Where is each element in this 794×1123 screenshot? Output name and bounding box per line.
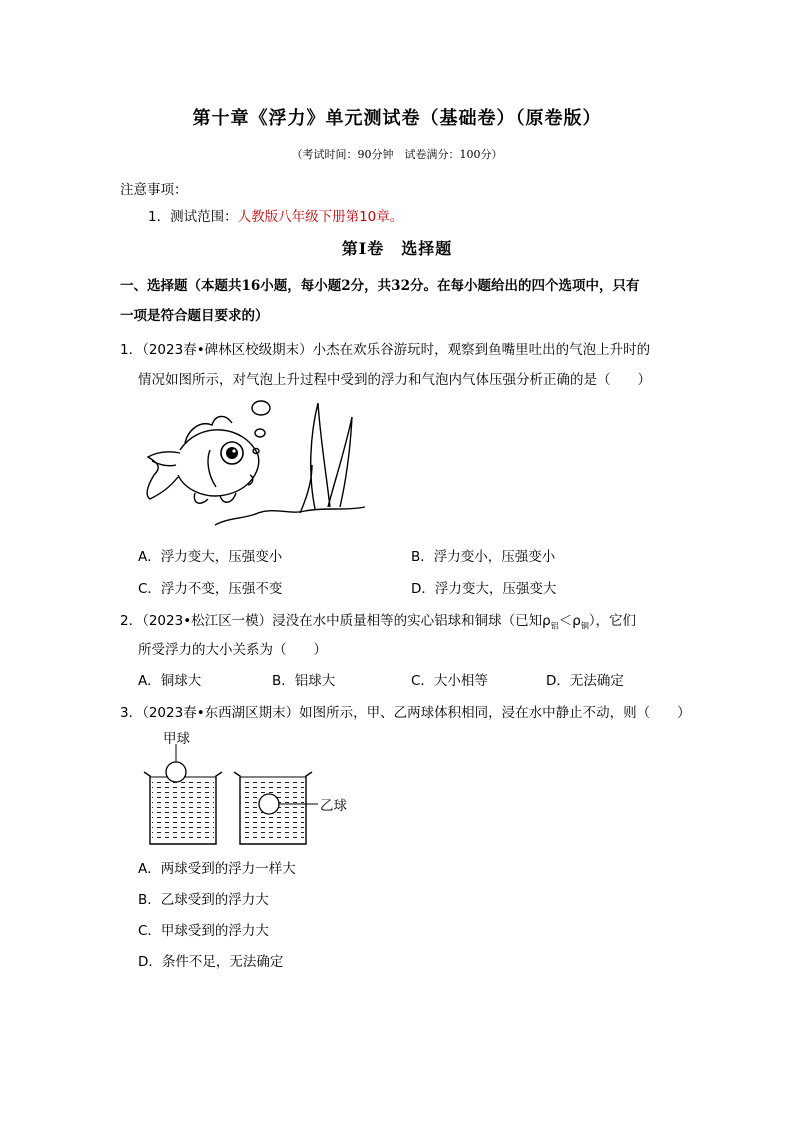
- q1-option-a: A．浮力变大，压强变小: [138, 549, 283, 565]
- label-ball-yi: 乙球: [320, 798, 347, 814]
- notes-item-1: [148, 205, 403, 225]
- page-title: 第十章《浮力》单元测试卷（基础卷）（原卷版）: [192, 108, 602, 129]
- q2-less-than: ＜ρ: [558, 613, 581, 629]
- q1-option-b: B．浮力变小，压强变小: [411, 549, 556, 565]
- q3-option-d: D．条件不足，无法确定: [138, 954, 284, 970]
- test-scope: 人教版八年级下册第10章。: [237, 209, 404, 225]
- q3-option-b: B．乙球受到的浮力大: [138, 892, 269, 908]
- q1-option-c: C．浮力不变，压强不变: [138, 581, 283, 597]
- q2-subscript-al: 铝: [550, 621, 559, 631]
- q2-subscript-cu: 铜: [580, 621, 589, 631]
- label-ball-jia: 甲球: [163, 731, 190, 747]
- q1-option-d: D．浮力变大，压强变大: [411, 581, 557, 597]
- section-title: 第Ⅰ卷 选择题: [341, 239, 453, 258]
- q2-option-c: C．大小相等: [411, 673, 488, 689]
- q2-stem-suffix: ），它们: [588, 613, 637, 629]
- part-one-instructions-line2: 一项是符合题目要求的）: [120, 308, 269, 324]
- q1-stem-line1: 1．（2023春•碑林区校级期末）小杰在欢乐谷游玩时，观察到鱼嘴里吐出的气泡上升时的: [120, 342, 651, 358]
- fish-bubbles-figure: [140, 395, 370, 535]
- q3-stem: 3．（2023春•东西湖区期末）如图所示，甲、乙两球体积相同，浸在水中静止不动，则（ ）: [120, 705, 691, 721]
- exam-info: （考试时间：90分钟 试卷满分：100分）: [291, 148, 503, 161]
- q3-option-a: A．两球受到的浮力一样大: [138, 861, 296, 877]
- q1-stem-line2: 情况如图所示，对气泡上升过程中受到的浮力和气泡内气体压强分析正确的是（ ）: [138, 372, 651, 388]
- q3-option-c: C．甲球受到的浮力大: [138, 923, 269, 939]
- notes-heading: 注意事项：: [120, 182, 188, 198]
- beakers-figure: [140, 740, 320, 850]
- q2-stem-line2: 所受浮力的大小关系为（ ）: [138, 642, 327, 658]
- notes-item-1-prefix: 1．测试范围：: [148, 209, 238, 225]
- part-one-instructions-line1: 一、选择题（本题共16小题，每小题2分，共32分。在每小题给出的四个选项中，只有: [120, 278, 640, 294]
- q2-option-a: A．铜球大: [138, 673, 202, 689]
- q2-option-b: B．铝球大: [272, 673, 336, 689]
- q2-stem-line1: [120, 609, 636, 632]
- q2-option-d: D．无法确定: [546, 673, 624, 689]
- q2-stem-prefix: 2．（2023•松江区一模）浸没在水中质量相等的实心铝球和铜球（已知ρ: [120, 613, 551, 629]
